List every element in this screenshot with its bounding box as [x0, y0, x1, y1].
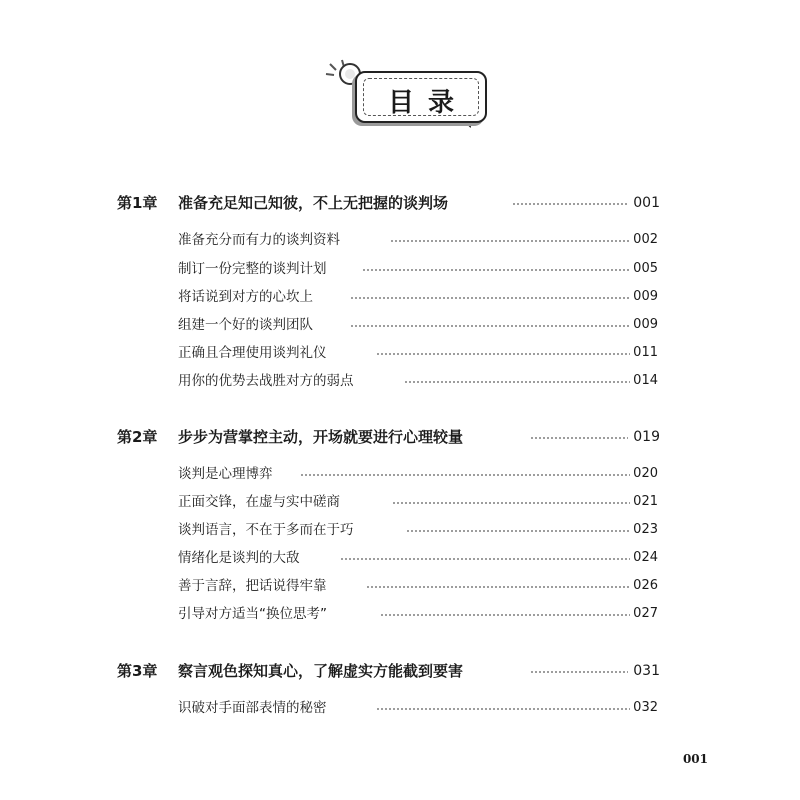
section-row[interactable] — [0, 313, 800, 337]
section-page: 014 — [633, 373, 658, 388]
chapter-label: 第2章 — [117, 428, 158, 446]
section-page: 024 — [633, 550, 658, 565]
section-row[interactable] — [0, 696, 800, 720]
dot-leader — [406, 530, 630, 532]
section-row[interactable] — [0, 574, 800, 598]
dot-leader — [512, 203, 628, 205]
dot-leader — [380, 614, 630, 616]
chapter-title: 步步为营掌控主动，开场就要进行心理较量 — [178, 428, 464, 446]
section-page: 009 — [633, 289, 658, 304]
section-page: 032 — [633, 700, 658, 715]
dot-leader — [340, 558, 630, 560]
dot-leader — [404, 381, 630, 383]
chapter-page: 019 — [633, 429, 660, 445]
section-row[interactable] — [0, 462, 800, 486]
toc-title-badge — [322, 58, 497, 128]
chapter-label: 第1章 — [117, 194, 158, 212]
dot-leader — [350, 325, 630, 327]
chapter-page: 001 — [633, 195, 660, 211]
section-title: 谈判语言，不在于多而在于巧 — [178, 522, 354, 538]
title-box — [355, 71, 487, 123]
section-title: 引导对方适当“换位思考” — [178, 606, 327, 622]
section-row[interactable] — [0, 546, 800, 570]
chapter-page: 031 — [633, 663, 660, 679]
section-title: 情绪化是谈判的大敌 — [178, 550, 300, 566]
section-title: 将话说到对方的心坎上 — [178, 289, 313, 305]
chapter-row[interactable] — [0, 425, 800, 449]
dot-leader — [362, 269, 630, 271]
dot-leader — [350, 297, 630, 299]
dot-leader — [530, 671, 628, 673]
page-title: 目录 — [387, 88, 468, 118]
section-page: 020 — [633, 466, 658, 481]
chapter-row[interactable] — [0, 191, 800, 215]
section-page: 011 — [633, 345, 658, 360]
footer-page-number: 001 — [682, 752, 708, 766]
dot-leader — [390, 240, 630, 242]
dot-leader — [366, 586, 630, 588]
section-page: 023 — [633, 522, 658, 537]
section-page: 005 — [633, 261, 658, 276]
section-page: 002 — [633, 232, 658, 247]
section-page: 027 — [633, 606, 658, 621]
dot-leader — [530, 437, 628, 439]
section-title: 正确且合理使用谈判礼仪 — [178, 345, 327, 361]
section-row[interactable] — [0, 490, 800, 514]
section-page: 009 — [633, 317, 658, 332]
chapter-title: 察言观色探知真心，了解虚实方能截到要害 — [178, 662, 464, 680]
section-title: 准备充分而有力的谈判资料 — [178, 232, 340, 248]
dot-leader — [376, 353, 630, 355]
section-row[interactable] — [0, 369, 800, 393]
section-page: 021 — [633, 494, 658, 509]
dot-leader — [392, 502, 630, 504]
dot-leader — [376, 708, 630, 710]
section-row[interactable] — [0, 341, 800, 365]
section-row[interactable] — [0, 285, 800, 309]
section-row[interactable] — [0, 257, 800, 281]
section-page: 026 — [633, 578, 658, 593]
section-title: 组建一个好的谈判团队 — [178, 317, 313, 333]
section-row[interactable] — [0, 518, 800, 542]
section-title: 善于言辞，把话说得牢靠 — [178, 578, 327, 594]
chapter-row[interactable] — [0, 659, 800, 683]
section-title: 制订一份完整的谈判计划 — [178, 261, 327, 277]
chapter-title: 准备充足知己知彼，不上无把握的谈判场 — [178, 194, 449, 212]
chapter-label: 第3章 — [117, 662, 158, 680]
dot-leader — [300, 474, 630, 476]
section-title: 正面交锋，在虚与实中磋商 — [178, 494, 340, 510]
section-title: 识破对手面部表情的秘密 — [178, 700, 327, 716]
section-row[interactable] — [0, 602, 800, 626]
section-title: 用你的优势去战胜对方的弱点 — [178, 373, 354, 389]
section-title: 谈判是心理博弈 — [178, 466, 273, 482]
section-row[interactable] — [0, 228, 800, 252]
